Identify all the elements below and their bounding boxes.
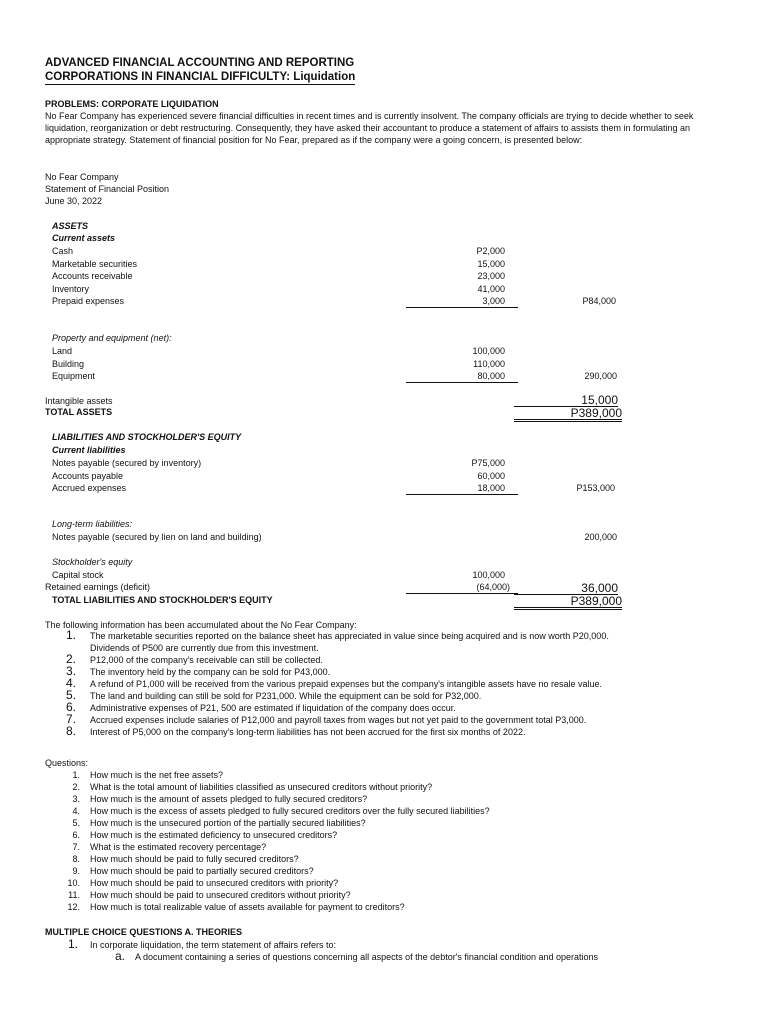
mcq-q1-option-a-letter: a. — [115, 949, 126, 963]
statement-row-amount — [420, 258, 505, 270]
assets-heading: ASSETS — [52, 221, 89, 231]
statement-row-label: Equipment — [52, 371, 96, 381]
total-assets-label: TOTAL ASSETS — [45, 407, 113, 417]
info-item-text: Accrued expenses include salaries of P12,000 and payroll taxes from wages but not yet paid to the government total P3,000. — [90, 715, 587, 725]
capital-stock-label: Capital stock — [52, 570, 104, 580]
statement-row-amount — [420, 457, 505, 469]
document-title: ADVANCED FINANCIAL ACCOUNTING AND REPORTING — [45, 57, 355, 69]
statement-row-amount — [406, 370, 518, 383]
question-number: 9. — [72, 866, 80, 876]
question-number: 2. — [72, 782, 80, 792]
info-item-text: Interest of P5,000 on the company's long-term liabilities has not been accrued for the first six months of 2022. — [90, 727, 526, 737]
statement-row-label: Land — [52, 346, 73, 356]
current-liabilities-total: P153,000 — [576, 483, 615, 493]
statement-row-amount-value: 15,000 — [477, 258, 505, 269]
question-number: 6. — [72, 830, 80, 840]
statement-row-amount — [420, 345, 505, 357]
problem-intro: No Fear Company has experienced severe financial difficulties in recent times and is currently insolvent. The company officials are trying to decide whether to seek liquidation, reorganization or debt restructuring. Consequently, they have asked their accountant to produce a statement of affairs to assists them in formulating an appropriate strategy. Statement of financial position for No Fear, prepared as if the company were a going concern, is presented below: — [45, 111, 694, 145]
info-item-number: 3. — [66, 664, 77, 678]
question-number: 3. — [72, 794, 80, 804]
statement-row-amount — [420, 245, 505, 257]
question-text: How much should be paid to fully secured creditors? — [90, 854, 299, 864]
info-item-number: 6. — [66, 700, 77, 714]
statement-row-amount-value: 18,000 — [477, 483, 505, 493]
info-intro: The following information has been accumulated about the No Fear Company: — [45, 620, 357, 630]
info-item-number: 5. — [66, 688, 77, 702]
total-assets-amount: P389,000 — [514, 407, 622, 422]
statement-row-amount-value: 60,000 — [477, 470, 505, 481]
statement-row-label: Prepaid expenses — [52, 296, 125, 306]
info-item-number: 8. — [66, 724, 77, 738]
statement-row-amount-value: 80,000 — [477, 371, 505, 381]
intangible-amount: 15,000 — [514, 394, 618, 407]
mcq-q1-number: 1. — [68, 937, 79, 951]
statement-row-amount — [420, 470, 505, 482]
ppe-total: 290,000 — [584, 371, 617, 381]
statement-row-amount-value: 23,000 — [477, 271, 505, 281]
question-text: How much should be paid to unsecured creditors without priority? — [90, 890, 351, 900]
statement-row-amount-value: P75,000 — [471, 458, 505, 468]
question-text: What is the estimated recovery percentage? — [90, 842, 267, 852]
info-item-text: The marketable securities reported on the balance sheet has appreciated in value since being acquired and is now worth P20,000. — [90, 631, 609, 641]
info-item-number: 4. — [66, 676, 77, 690]
retained-earnings-value: (64,000) — [476, 582, 510, 592]
statement-row-label: Accounts receivable — [52, 271, 133, 281]
statement-row-label: Cash — [52, 246, 74, 256]
question-number: 8. — [72, 854, 80, 864]
capital-stock-amount: 100,000 — [472, 570, 505, 580]
info-item-text: The inventory held by the company can be sold for P43,000. — [90, 667, 331, 677]
info-item-number: 7. — [66, 712, 77, 726]
question-number: 7. — [72, 842, 80, 852]
ppe-heading: Property and equipment (net): — [52, 333, 172, 343]
mcq-q1-option-a-text: A document containing a series of questions concerning all aspects of the debtor's financial condition and operations — [135, 952, 599, 962]
mcq-heading: MULTIPLE CHOICE QUESTIONS A. THEORIES — [45, 927, 243, 937]
question-number: 10. — [67, 878, 80, 888]
company-name: No Fear Company — [45, 172, 119, 182]
info-item-text: Administrative expenses of P21, 500 are estimated if liquidation of the company does occur. — [90, 703, 456, 713]
statement-row-amount-value: P2,000 — [476, 246, 505, 256]
question-number: 5. — [72, 818, 80, 828]
retained-earnings-label: Retained earnings (deficit) — [45, 582, 151, 592]
statement-row-amount-value: 41,000 — [477, 283, 505, 294]
statement-date: June 30, 2022 — [45, 196, 103, 206]
equity-total: 36,000 — [514, 582, 618, 595]
questions-heading: Questions: — [45, 758, 89, 768]
question-text: How much should be paid to partially secured creditors? — [90, 866, 314, 876]
total-liabilities-equity-label: TOTAL LIABILITIES AND STOCKHOLDER'S EQUITY — [52, 595, 273, 605]
current-assets-heading: Current assets — [52, 233, 116, 243]
statement-name: Statement of Financial Position — [45, 184, 170, 194]
question-number: 4. — [72, 806, 80, 816]
long-term-label: Notes payable (secured by lien on land and building) — [52, 532, 262, 542]
problem-heading: PROBLEMS: CORPORATE LIQUIDATION — [45, 99, 219, 109]
statement-row-amount-value: 110,000 — [473, 358, 505, 369]
info-item-number: 1. — [66, 628, 77, 642]
question-text: How much is the net free assets? — [90, 770, 224, 780]
info-item-text: A refund of P1,000 will be received from the various prepaid expenses but the company's intangible assets have no resale value. — [90, 679, 603, 689]
statement-row-label: Inventory — [52, 283, 90, 294]
statement-row-amount — [420, 358, 505, 370]
question-number: 1. — [72, 770, 80, 780]
total-liabilities-equity-amount: P389,000 — [514, 595, 622, 610]
statement-row-amount-value: 3,000 — [482, 296, 505, 306]
info-item-text: Dividends of P500 are currently due from this investment. — [90, 643, 319, 653]
liabilities-heading: LIABILITIES AND STOCKHOLDER'S EQUITY — [52, 432, 242, 442]
question-number: 11. — [68, 890, 80, 900]
statement-row-label: Accrued expenses — [52, 483, 127, 493]
question-text: How much is the unsecured portion of the partially secured liabilities? — [90, 818, 366, 828]
current-assets-total: P84,000 — [582, 296, 616, 306]
statement-row-label: Marketable securities — [52, 258, 138, 269]
statement-row-amount — [420, 270, 505, 282]
question-text: How much is the amount of assets pledged to fully secured creditors? — [90, 794, 368, 804]
equity-heading: Stockholder's equity — [52, 557, 133, 567]
retained-earnings-amount — [406, 581, 518, 594]
info-item-text: The land and building can still be sold for P231,000. While the equipment can be sold for P32,000. — [90, 691, 482, 701]
current-liabilities-heading: Current liabilities — [52, 445, 126, 455]
question-number: 12. — [67, 902, 80, 912]
mcq-q1-text: In corporate liquidation, the term statement of affairs refers to: — [90, 940, 336, 950]
question-text: How much is the estimated deficiency to unsecured creditors? — [90, 830, 338, 840]
statement-row-label: Notes payable (secured by inventory) — [52, 458, 202, 468]
statement-row-amount — [420, 283, 505, 295]
intangible-label: Intangible assets — [45, 396, 113, 406]
statement-row-label: Building — [52, 358, 85, 369]
question-text: How much is the excess of assets pledged to fully secured creditors over the fully secured liabilities? — [90, 806, 490, 816]
statement-row-amount — [406, 482, 518, 495]
long-term-heading: Long-term liabilities: — [52, 519, 133, 529]
statement-row-label: Accounts payable — [52, 470, 124, 481]
question-text: How much should be paid to unsecured creditors with priority? — [90, 878, 339, 888]
info-item-number: 2. — [66, 652, 77, 666]
info-item-text: P12,000 of the company's receivable can still be collected. — [90, 655, 323, 665]
question-text: What is the total amount of liabilities classified as unsecured creditors without priority? — [90, 782, 433, 792]
document-subtitle: CORPORATIONS IN FINANCIAL DIFFICULTY: Liquidation — [45, 71, 356, 83]
question-text: How much is total realizable value of assets available for payment to creditors? — [90, 902, 405, 912]
statement-row-amount-value: 100,000 — [472, 346, 505, 356]
statement-row-amount — [406, 295, 518, 308]
long-term-amount: 200,000 — [584, 532, 617, 542]
